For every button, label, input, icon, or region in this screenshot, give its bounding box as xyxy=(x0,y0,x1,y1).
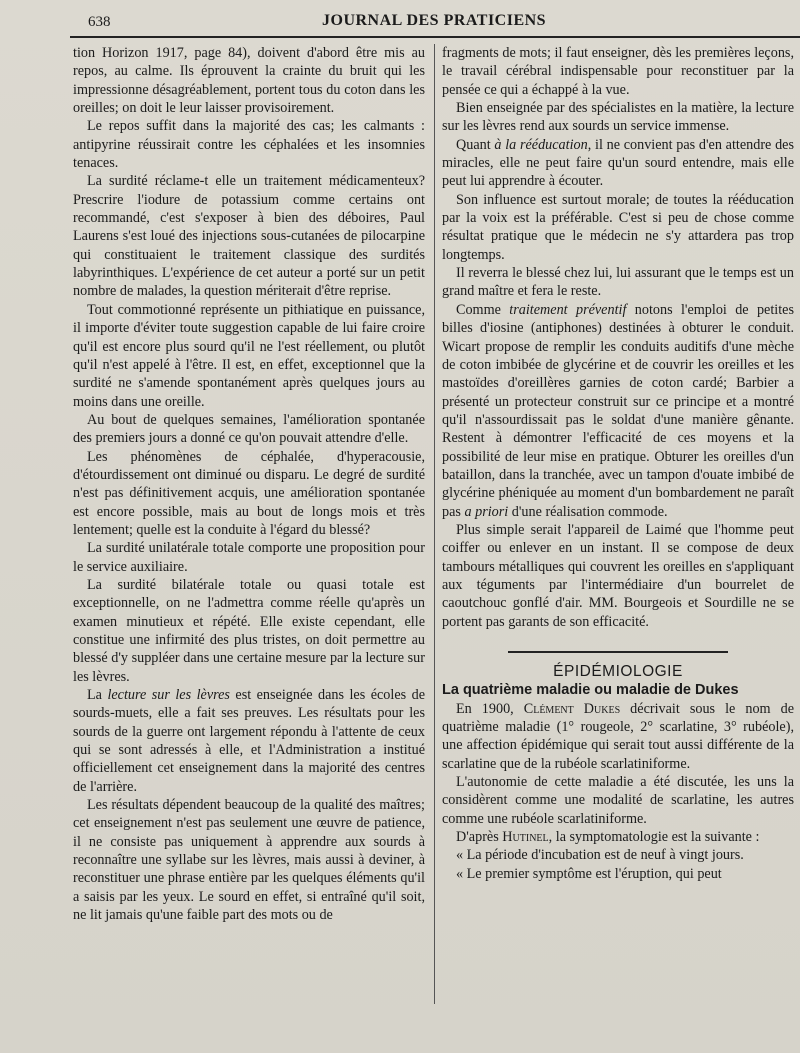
paragraph: Tout commotionné représente un pithiatique en puissance, il importe d'éviter toute suggestion capable de lui faire croire qu'il est encore plus sourd qu'il ne l'est réellement, ou plutôt qu'il n'est appelé à l'être. Il est, en effet, exceptionnel que la surdité ne s'amende spontanément après quelques jours au moins dans une oreille. xyxy=(73,301,425,410)
paragraph: Au bout de quelques semaines, l'amélioration spontanée des premiers jours a donné ce qu'on pouvait attendre d'elle. xyxy=(73,411,425,447)
text-run: En 1900, xyxy=(456,700,524,717)
text-run: Quant xyxy=(456,136,495,153)
paragraph xyxy=(442,828,794,846)
text-run: , il ne convient pas d'en attendre des miracles, elle ne peut faire qu'un sourd entendre, mais elle peut lui apprendre à écouter. xyxy=(442,136,794,190)
italic-run: a priori xyxy=(464,503,509,520)
right-column xyxy=(442,44,794,1044)
left-column xyxy=(73,44,425,1044)
page-header xyxy=(60,8,800,36)
text-run: , la symptomatologie est la suivante : xyxy=(548,829,760,846)
paragraph: tion Horizon 1917, page 84), doivent d'abord être mis au repos, au calme. Ils éprouvent la crainte du bruit qui les impressionne désagréablement, portent tous du coton dans les oreilles; on doit le leur laisser provisoirement. xyxy=(73,45,425,117)
header-rule xyxy=(70,36,800,38)
paragraph: Son influence est surtout morale; de toutes la rééducation par la voix est la préférable. C'est si peu de chose comme résultat pratique que le médecin ne s'y attardera pas trop longtemps. xyxy=(442,191,794,263)
column-separator xyxy=(434,44,435,1004)
paragraph: L'autonomie de cette maladie a été discutée, les uns la considèrent comme une modalité de scarlatine, les autres comme une rubéole scarlatiniforme. xyxy=(442,774,794,827)
paragraph xyxy=(442,700,794,773)
text-run: D'après xyxy=(456,829,503,846)
paragraph: « Le premier symptôme est l'éruption, qui peut xyxy=(456,865,722,882)
paragraph: « La période d'incubation est de neuf à vingt jours. xyxy=(456,847,744,864)
paragraph xyxy=(442,136,794,191)
journal-title: JOURNAL DES PRATICIENS xyxy=(322,12,547,29)
text-run: notons l'emploi de petites billes d'iosine (antiphones) destinées à obturer le conduit. Wicart propose de remplir les conduits auditifs d'une mèche de coton imbibée de glycérine et de couvrir les oreilles et les mastoïdes d'oreillères garnies de coton cardé; Barbier a présenté un protecteur construit sur ce principe et a montré qu'il n'assourdissait pas le soldat d'une manière gênante. Restent à démontrer l'efficacité de ces moyens et la possibilité de leur mise en pratique. Obturer les oreilles d'un bataillon, dans la tranchée, avec un tampon d'ouate imbibé de glycérine phéniquée au moment d'un bombardement ne paraît pas xyxy=(442,301,794,520)
paragraph: Bien enseignée par des spécialistes en la matière, la lecture sur les lèvres rend aux sourds un service immense. xyxy=(442,100,794,135)
section-rule xyxy=(508,651,728,653)
text-run: décrivait sous le nom de quatrième maladie (1° rougeole, 2° scarlatine, 3° rubéole), une affection épidémique qui serait tout aussi différente de la scarlatine que de la rubéole scarlatiniforme. xyxy=(442,700,794,772)
paragraph xyxy=(442,301,794,521)
text-run: est enseignée dans les écoles de sourds-muets, elle a fait ses preuves. Les résultats pour les sourds de la guerre ont largement répondu à l'attente de ceux qui se sont adressés à elle, et l'Administration a institué officiellement cet enseignement dans la majorité des centres de l'arrière. xyxy=(73,687,425,795)
author-name: Hutinel xyxy=(502,829,549,846)
text-run: d'une réalisation commode. xyxy=(508,503,668,520)
paragraph: Il reverra le blessé chez lui, lui assurant que le temps est un grand maître et fera le reste. xyxy=(442,265,794,300)
section-title: ÉPIDÉMIOLOGIE xyxy=(553,663,683,680)
paragraph: Les phénomènes de céphalée, d'hyperacousie, d'étourdissement ont diminué ou disparu. Le degré de surdité n'est pas définitivement acquis, une amélioration spontanée est encore possible, mais au bout de longs mois et très lentement; quelle est la conduite à l'égard du blessé? xyxy=(73,448,425,538)
italic-run: à la rééducation xyxy=(494,136,588,153)
italic-run: lecture sur les lèvres xyxy=(107,687,230,704)
text-run: La xyxy=(87,687,108,704)
page-number: 638 xyxy=(88,14,111,30)
paragraph: Plus simple serait l'appareil de Laimé que l'homme peut coiffer ou enlever en un instant. Il se compose de deux tambours métalliques qui couvrent les oreilles en s'appliquant aux téguments par l'intermédiaire d'un bourrelet de caoutchouc gonflé d'air. MM. Bourgeois et Sourdille ne se portent pas garants de son efficacité. xyxy=(442,521,794,630)
paragraph: fragments de mots; il faut enseigner, dès les premières leçons, le travail cérébral indispensable pour reconstituer par la pensée ce qui a échappé à la vue. xyxy=(442,45,794,98)
paragraph: Le repos suffit dans la majorité des cas; les calmants : antipyrine réussirait contre les céphalées et les insomnies tenaces. xyxy=(73,118,425,172)
text-run: Comme xyxy=(456,301,510,318)
paragraph xyxy=(73,686,425,796)
author-name: Clément Dukes xyxy=(523,700,621,717)
article-title: La quatrième maladie ou maladie de Dukes xyxy=(442,682,739,699)
italic-run: traitement préventif xyxy=(509,301,627,318)
paragraph: La surdité réclame-t elle un traitement médicamenteux? Prescrire l'iodure de potassium comme certains ont recommandé, c'est s'exposer à bien des déboires, Paul Laurens s'est loué des injections sous-cutanées de pilocarpine qui constituaient le traitement classique des surdités labyrinthiques. L'expérience de cet auteur a porté sur un petit nombre de malades, la question mériterait d'être reprise. xyxy=(73,173,425,300)
paragraph: La surdité bilatérale totale ou quasi totale est exceptionnelle, on ne l'admettra comme réelle qu'après un examen minutieux et répété. Elle existe cependant, elle constitue une infirmité des plus tristes, on doit permettre au blessé d'y suppléer dans une certaine mesure par la lecture sur les lèvres. xyxy=(73,576,425,685)
paragraph: Les résultats dépendent beaucoup de la qualité des maîtres; cet enseignement n'est pas seulement une œuvre de patience, il ne consiste pas uniquement à apprendre aux sourds à reconnaître une syllabe sur les lèvres, mais aussi à deviner, à reconstituer une phrase entière par les quelques éléments qu'il a saisis par les yeux. Le sourd en effet, si entraîné qu'il soit, ne lit jamais qu'une faible part des mots ou de xyxy=(73,797,425,924)
paragraph: La surdité unilatérale totale comporte une proposition pour le service auxiliaire. xyxy=(73,540,425,575)
